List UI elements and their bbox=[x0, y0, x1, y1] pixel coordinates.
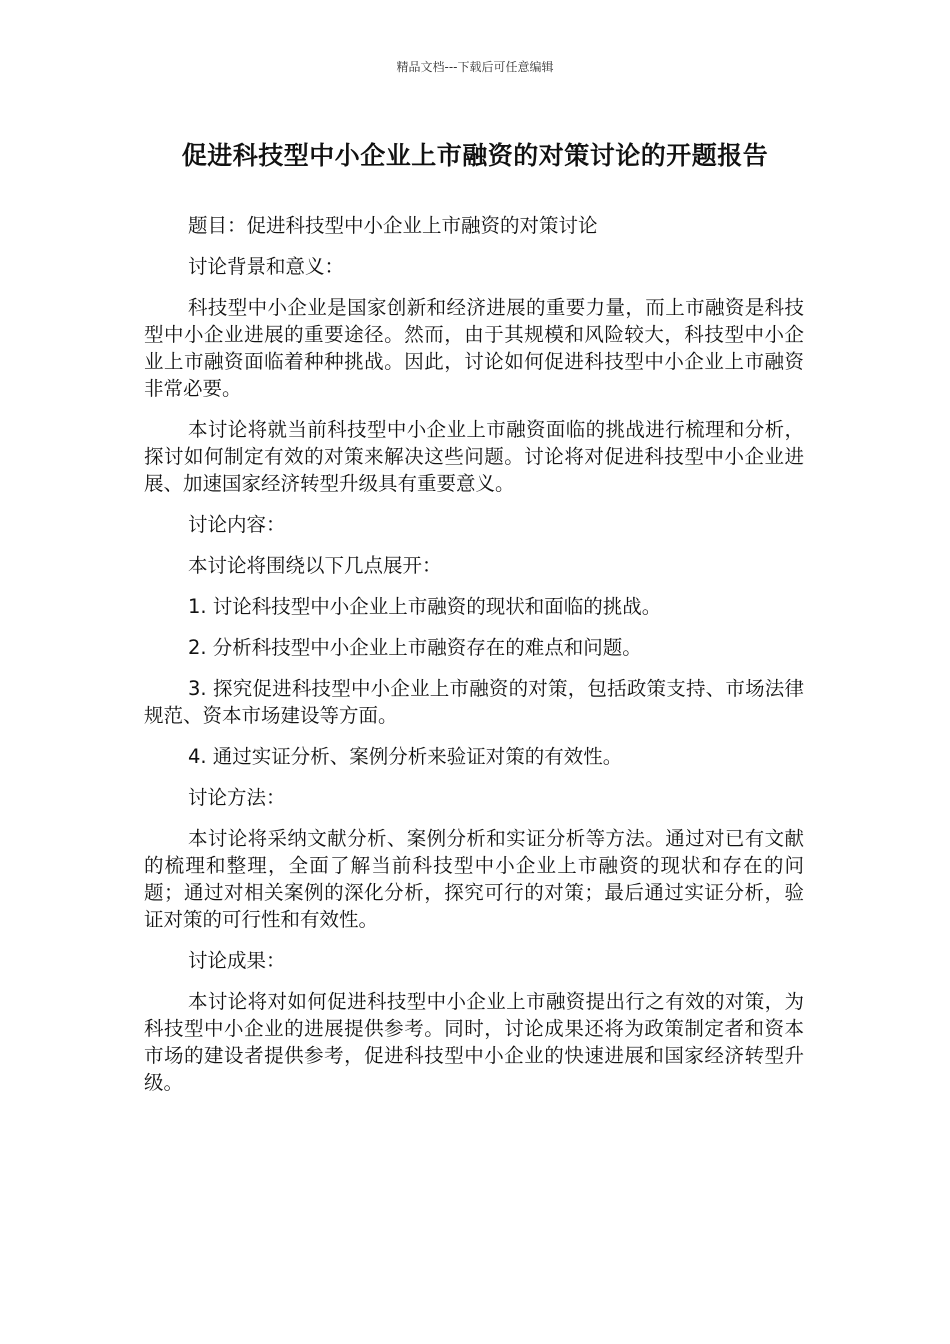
header-note: 精品文档---下载后可任意编辑 bbox=[396, 60, 554, 74]
heading-content: 讨论内容： bbox=[188, 513, 286, 536]
list-item-3: 3. 探究促进科技型中小企业上市融资的对策，包括政策支持、市场法律规范、资本市场建设等方面。 bbox=[144, 677, 804, 727]
paragraph-results: 本讨论将对如何促进科技型中小企业上市融资提出行之有效的对策，为科技型中小企业的进展提供参考。同时，讨论成果还将为政策制定者和资本市场的建设者提供参考，促进科技型中小企业的快速进展和国家经济转型升级。 bbox=[144, 990, 804, 1094]
paragraph-background: 科技型中小企业是国家创新和经济进展的重要力量，而上市融资是科技型中小企业进展的重要途径。然而，由于其规模和风险较大，科技型中小企业上市融资面临着种种挑战。因此，讨论如何促进科技型中小企业上市融资非常必要。 bbox=[144, 296, 804, 400]
list-item-4: 4. 通过实证分析、案例分析来验证对策的有效性。 bbox=[188, 745, 623, 768]
document-title: 促进科技型中小企业上市融资的对策讨论的开题报告 bbox=[181, 141, 769, 170]
paragraph-method: 本讨论将采纳文献分析、案例分析和实证分析等方法。通过对已有文献的梳理和整理，全面了解当前科技型中小企业上市融资的现状和存在的问题；通过对相关案例的深化分析，探究可行的对策；最后通过实证分析，验证对策的可行性和有效性。 bbox=[144, 827, 804, 931]
paragraph-significance: 本讨论将就当前科技型中小企业上市融资面临的挑战进行梳理和分析，探讨如何制定有效的对策来解决这些问题。讨论将对促进科技型中小企业进展、加速国家经济转型升级具有重要意义。 bbox=[144, 418, 804, 495]
paragraph-content-intro: 本讨论将围绕以下几点展开： bbox=[188, 554, 442, 577]
heading-results: 讨论成果： bbox=[188, 949, 286, 972]
list-item-1: 1. 讨论科技型中小企业上市融资的现状和面临的挑战。 bbox=[188, 595, 662, 618]
list-item-2: 2. 分析科技型中小企业上市融资存在的难点和问题。 bbox=[188, 636, 642, 659]
paragraph-topic: 题目：促进科技型中小企业上市融资的对策讨论 bbox=[188, 214, 598, 237]
document-body bbox=[144, 212, 804, 1110]
heading-background: 讨论背景和意义： bbox=[188, 255, 345, 278]
heading-method: 讨论方法： bbox=[188, 786, 286, 809]
